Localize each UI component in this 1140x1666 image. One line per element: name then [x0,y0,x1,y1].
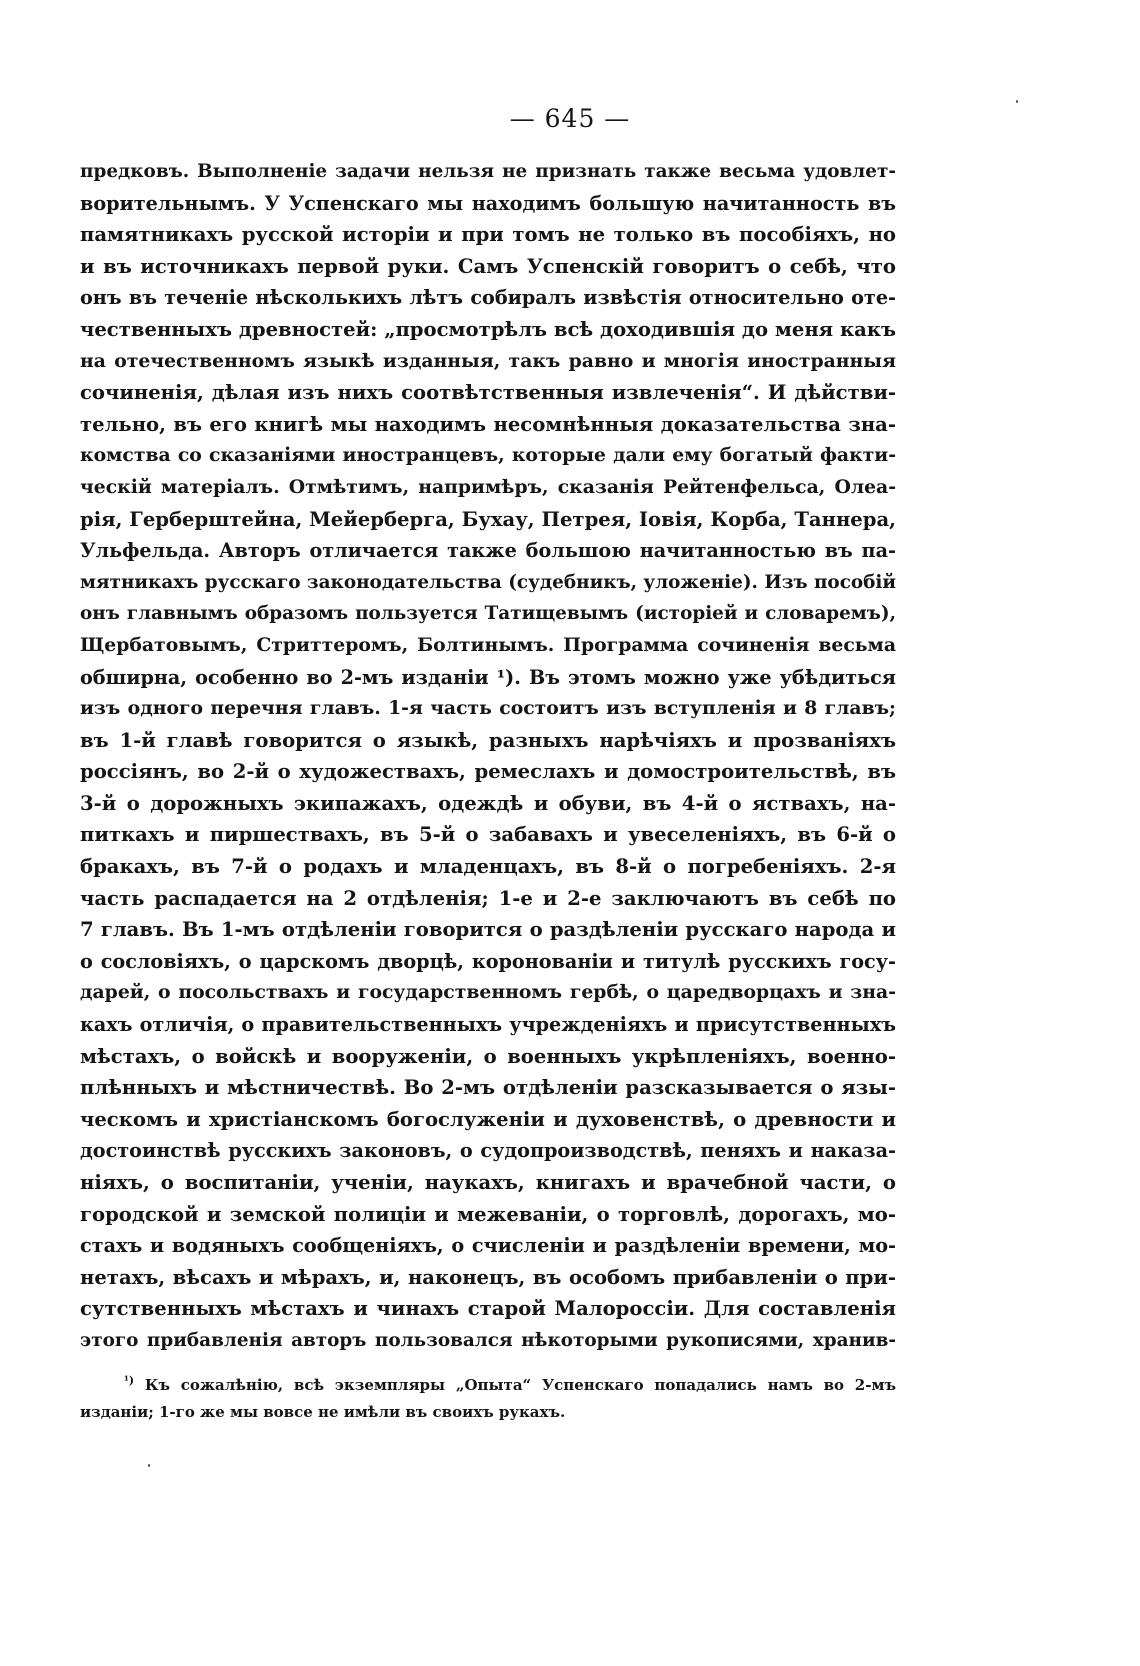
page-number: — 645 — [509,104,631,133]
text-line: памятникахъ русской исторіи и при томъ не только въ пособіяхъ, но [80,223,896,247]
text-line: стахъ и водяныхъ сообщеніяхъ, о счисленіи и раздѣленіи времени, мо- [80,1234,896,1258]
text-line: сутственныхъ мѣстахъ и чинахъ старой Малороссіи. Для составленія [80,1297,896,1321]
text-line: 7 главъ. Въ 1-мъ отдѣленіи говорится о раздѣленіи русскаго народа и [80,918,896,942]
text-line: питкахъ и пиршествахъ, въ 5-й о забавахъ и увеселеніяхъ, въ 6-й о [80,823,896,847]
text-line: плѣнныхъ и мѣстничествѣ. Во 2-мъ отдѣленіи разсказывается о язы- [80,1076,896,1100]
text-line: Щербатовымъ, Стриттеромъ, Болтинымъ. Программа сочиненія весьма [80,633,896,656]
scan-speck [148,1464,150,1467]
text-line: онъ въ теченіе нѣсколькихъ лѣтъ собиралъ извѣстія относительно оте- [80,286,896,310]
text-line: ческомъ и христіанскомъ богослуженіи и духовенствѣ, о древности и [80,1107,896,1131]
text-line: россіянъ, во 2-й о художествахъ, ремеслахъ и домостроительствѣ, въ [80,760,896,784]
text-line: изъ одного перечня главъ. 1-я часть состоитъ изъ вступленія и 8 главъ; [80,697,896,720]
footnote-line: изданіи; 1-го же мы вовсе не имѣли въ своихъ рукахъ. [80,1403,566,1421]
text-line: кахъ отличія, о правительственныхъ учрежденіяхъ и присутственныхъ [80,1013,896,1037]
text-line: на отечественномъ языкѣ изданныя, такъ равно и многія иностранныя [80,349,896,372]
scan-speck [1016,100,1018,103]
text-line: обширна, особенно во 2-мъ изданіи ¹). Въ этомъ можно уже убѣдиться [80,665,896,689]
text-line: городской и земской полиціи и межеваніи, о торговлѣ, дорогахъ, мо- [80,1202,896,1226]
text-line: мятникахъ русскаго законодательства (судебникъ, уложеніе). Изъ пособій [80,571,897,593]
text-line: въ 1-й главѣ говорится о языкѣ, разныхъ нарѣчіяхъ и прозваніяхъ [80,728,896,752]
body-text [80,156,896,1357]
footnote-line [80,1372,896,1399]
text-line: дарей, о посольствахъ и государственномъ гербѣ, о царедворцахъ и зна- [80,981,896,1004]
text-line: и въ источникахъ первой руки. Самъ Успенскій говоритъ о себѣ, что [80,254,896,278]
text-line: сочиненія, дѣлая изъ нихъ соотвѣтственныя извлеченія“. И дѣйстви- [80,381,896,405]
text-line: чественныхъ древностей: „просмотрѣлъ всѣ доходившія до меня какъ [80,317,897,341]
text-line: ніяхъ, о воспитаніи, ученіи, наукахъ, книгахъ и врачебной части, о [80,1171,896,1194]
text-line: онъ главнымъ образомъ пользуется Татищевымъ (исторіей и словаремъ), [80,603,896,625]
text-line: мѣстахъ, о войскѣ и вооруженіи, о военныхъ укрѣпленіяхъ, военно- [80,1044,896,1068]
text-line: ческій матеріалъ. Отмѣтимъ, напримѣръ, сказанія Рейтенфельса, Олеа- [80,475,896,498]
text-line: достоинствѣ русскихъ законовъ, о судопроизводствѣ, пеняхъ и наказа- [80,1139,896,1163]
text-line: предковъ. Выполненіе задачи нельзя не признать также весьма удовлет- [80,161,896,182]
footnote-marker: ¹) [124,1374,135,1387]
text-line: о сословіяхъ, о царскомъ дворцѣ, коронованіи и титулѣ русскихъ госу- [80,949,896,973]
text-line: бракахъ, въ 7-й о родахъ и младенцахъ, въ 8-й о погребеніяхъ. 2-я [80,855,896,879]
text-line: Ульфельда. Авторъ отличается также большою начитанностью въ па- [80,539,896,563]
footnote-text: Къ сожалѣнію, всѣ экземпляры „Опыта“ Успенскаго попадались намъ во 2-мъ [144,1376,896,1394]
text-line: 3-й о дорожныхъ экипажахъ, одеждѣ и обуви, въ 4-й о яствахъ, на- [80,791,896,815]
footnote [80,1372,896,1426]
text-line: часть распадается на 2 отдѣленія; 1-е и 2-е заключаютъ въ себѣ по [80,886,896,910]
text-line: ворительнымъ. У Успенскаго мы находимъ большую начитанность въ [80,191,896,215]
text-line: рія, Герберштейна, Мейерберга, Бухау, Петрея, Іовія, Корба, Таннера, [80,507,896,531]
text-line: этого прибавленія авторъ пользовался нѣкоторыми рукописями, хранив- [80,1329,896,1351]
text-line: нетахъ, вѣсахъ и мѣрахъ, и, наконецъ, въ особомъ прибавленіи о при- [80,1265,896,1289]
text-line: тельно, въ его книгѣ мы находимъ несомнѣнныя доказательства зна- [80,412,896,436]
text-line: комства со сказаніями иностранцевъ, которые дали ему богатый факти- [80,444,896,467]
